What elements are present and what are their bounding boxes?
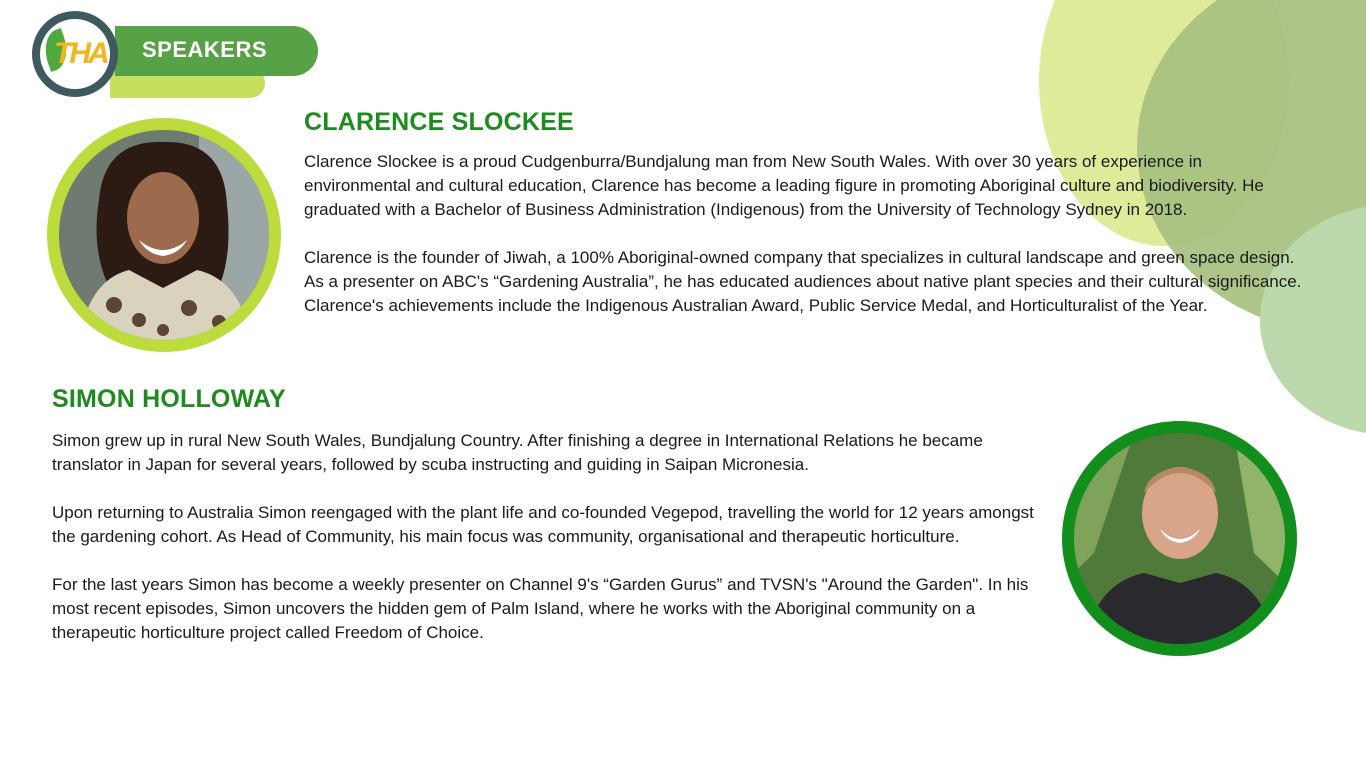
- speaker-photo-clarence: [47, 118, 281, 352]
- portrait-photo-icon: [59, 130, 269, 340]
- bio-paragraph: Upon returning to Australia Simon reengaged with the plant life and co-founded Vegepod, travelling the world for 12 years amongst the gardening cohort. As Head of Community, his main focus was community, organisational and therapeutic horticulture.: [52, 503, 1034, 546]
- header: [30, 10, 330, 100]
- logo-badge: [40, 19, 110, 89]
- bio-paragraph: For the last years Simon has become a weekly presenter on Channel 9's “Garden Gurus” and TVSN's "Around the Garden". In his most recent episodes, Simon uncovers the hidden gem of Palm Island, where he works with the Aboriginal community on a therapeutic horticulture project called Freedom of Choice.: [52, 575, 1029, 642]
- speaker-bio-simon: [52, 429, 1042, 669]
- logo-text: THA: [54, 37, 107, 70]
- bio-paragraph: Clarence is the founder of Jiwah, a 100% Aboriginal-owned company that specializes in cultural landscape and green space design. As a presenter on ABC's “Gardening Australia”, he has educated audiences about native plant species and their cultural significance. Clarence's achievements include the Indigenous Australian Award, Public Service Medal, and Horticulturalist of the Year.: [304, 248, 1302, 315]
- bio-paragraph: Clarence Slockee is a proud Cudgenburra/Bundjalung man from New South Wales. With over 30 years of experience in environmental and cultural education, Clarence has become a leading figure in promoting Aboriginal culture and biodiversity. He graduated with a Bachelor of Business Administration (Indigenous) from the University of Technology Sydney in 2018.: [304, 152, 1264, 219]
- speaker-bio-clarence: [304, 150, 1304, 342]
- portrait-photo-icon: [1074, 433, 1285, 644]
- speaker-name-simon: SIMON HOLLOWAY: [52, 385, 286, 413]
- portrait-clarence-illustration: [59, 130, 269, 340]
- bio-paragraph: Simon grew up in rural New South Wales, Bundjalung Country. After finishing a degree in International Relations he became translator in Japan for several years, followed by scuba instructing and guiding in Saipan Micronesia.: [52, 431, 983, 474]
- portrait-simon-illustration: [1074, 433, 1285, 644]
- section-title: SPEAKERS: [142, 37, 268, 62]
- speaker-name-clarence: CLARENCE SLOCKEE: [304, 108, 574, 136]
- logo: [32, 11, 118, 97]
- speaker-photo-simon: [1062, 421, 1297, 656]
